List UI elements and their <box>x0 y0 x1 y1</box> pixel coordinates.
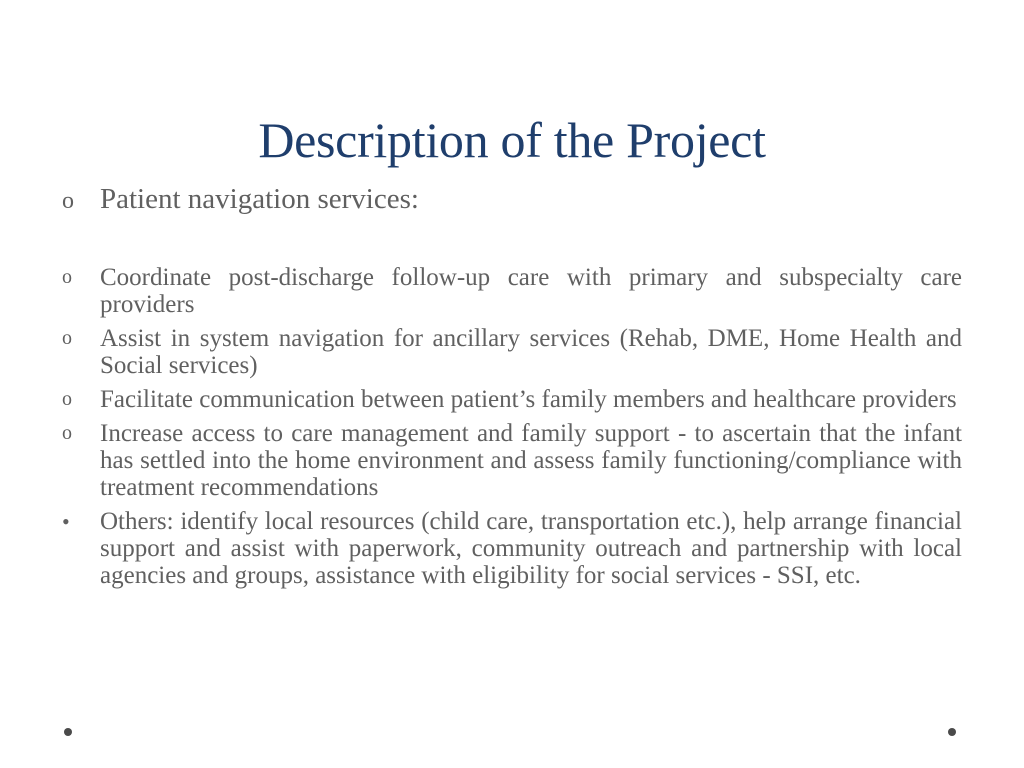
list-item <box>62 325 962 379</box>
bullet-marker: o <box>62 422 72 444</box>
slide-title: Description of the Project <box>258 112 766 168</box>
list-item <box>62 386 962 413</box>
list-item-text: Coordinate post-discharge follow-up care with primary and subspecialty care providers <box>100 264 962 318</box>
bullet-marker: o <box>62 388 72 410</box>
decorative-dot-left <box>64 728 72 736</box>
decorative-dot-right <box>948 728 956 736</box>
list-item-text: Increase access to care management and family support - to ascertain that the infant has settled into the home environment and assess family functioning/compliance with treatment recommendations <box>100 420 962 501</box>
bullet-marker: o <box>62 266 72 288</box>
list-item <box>62 264 962 318</box>
list-item-text: Assist in system navigation for ancillary services (Rehab, DME, Home Health and Social services) <box>100 325 962 379</box>
list-item-text: Facilitate communication between patient’s family members and healthcare providers <box>100 386 957 413</box>
bullet-list <box>62 264 962 596</box>
intro-text: Patient navigation services: <box>100 183 419 215</box>
list-item-text: Others: identify local resources (child care, transportation etc.), help arrange financial support and assist with paperwork, community outreach and partnership with local agencies and groups, assistance with eligibility for social services - SSI, etc. <box>100 508 962 589</box>
bullet-marker: • <box>62 509 70 534</box>
list-item <box>62 420 962 501</box>
intro-line <box>62 180 962 220</box>
bullet-marker: o <box>62 327 72 349</box>
list-item <box>62 508 962 589</box>
intro-bullet-marker: o <box>62 188 74 214</box>
